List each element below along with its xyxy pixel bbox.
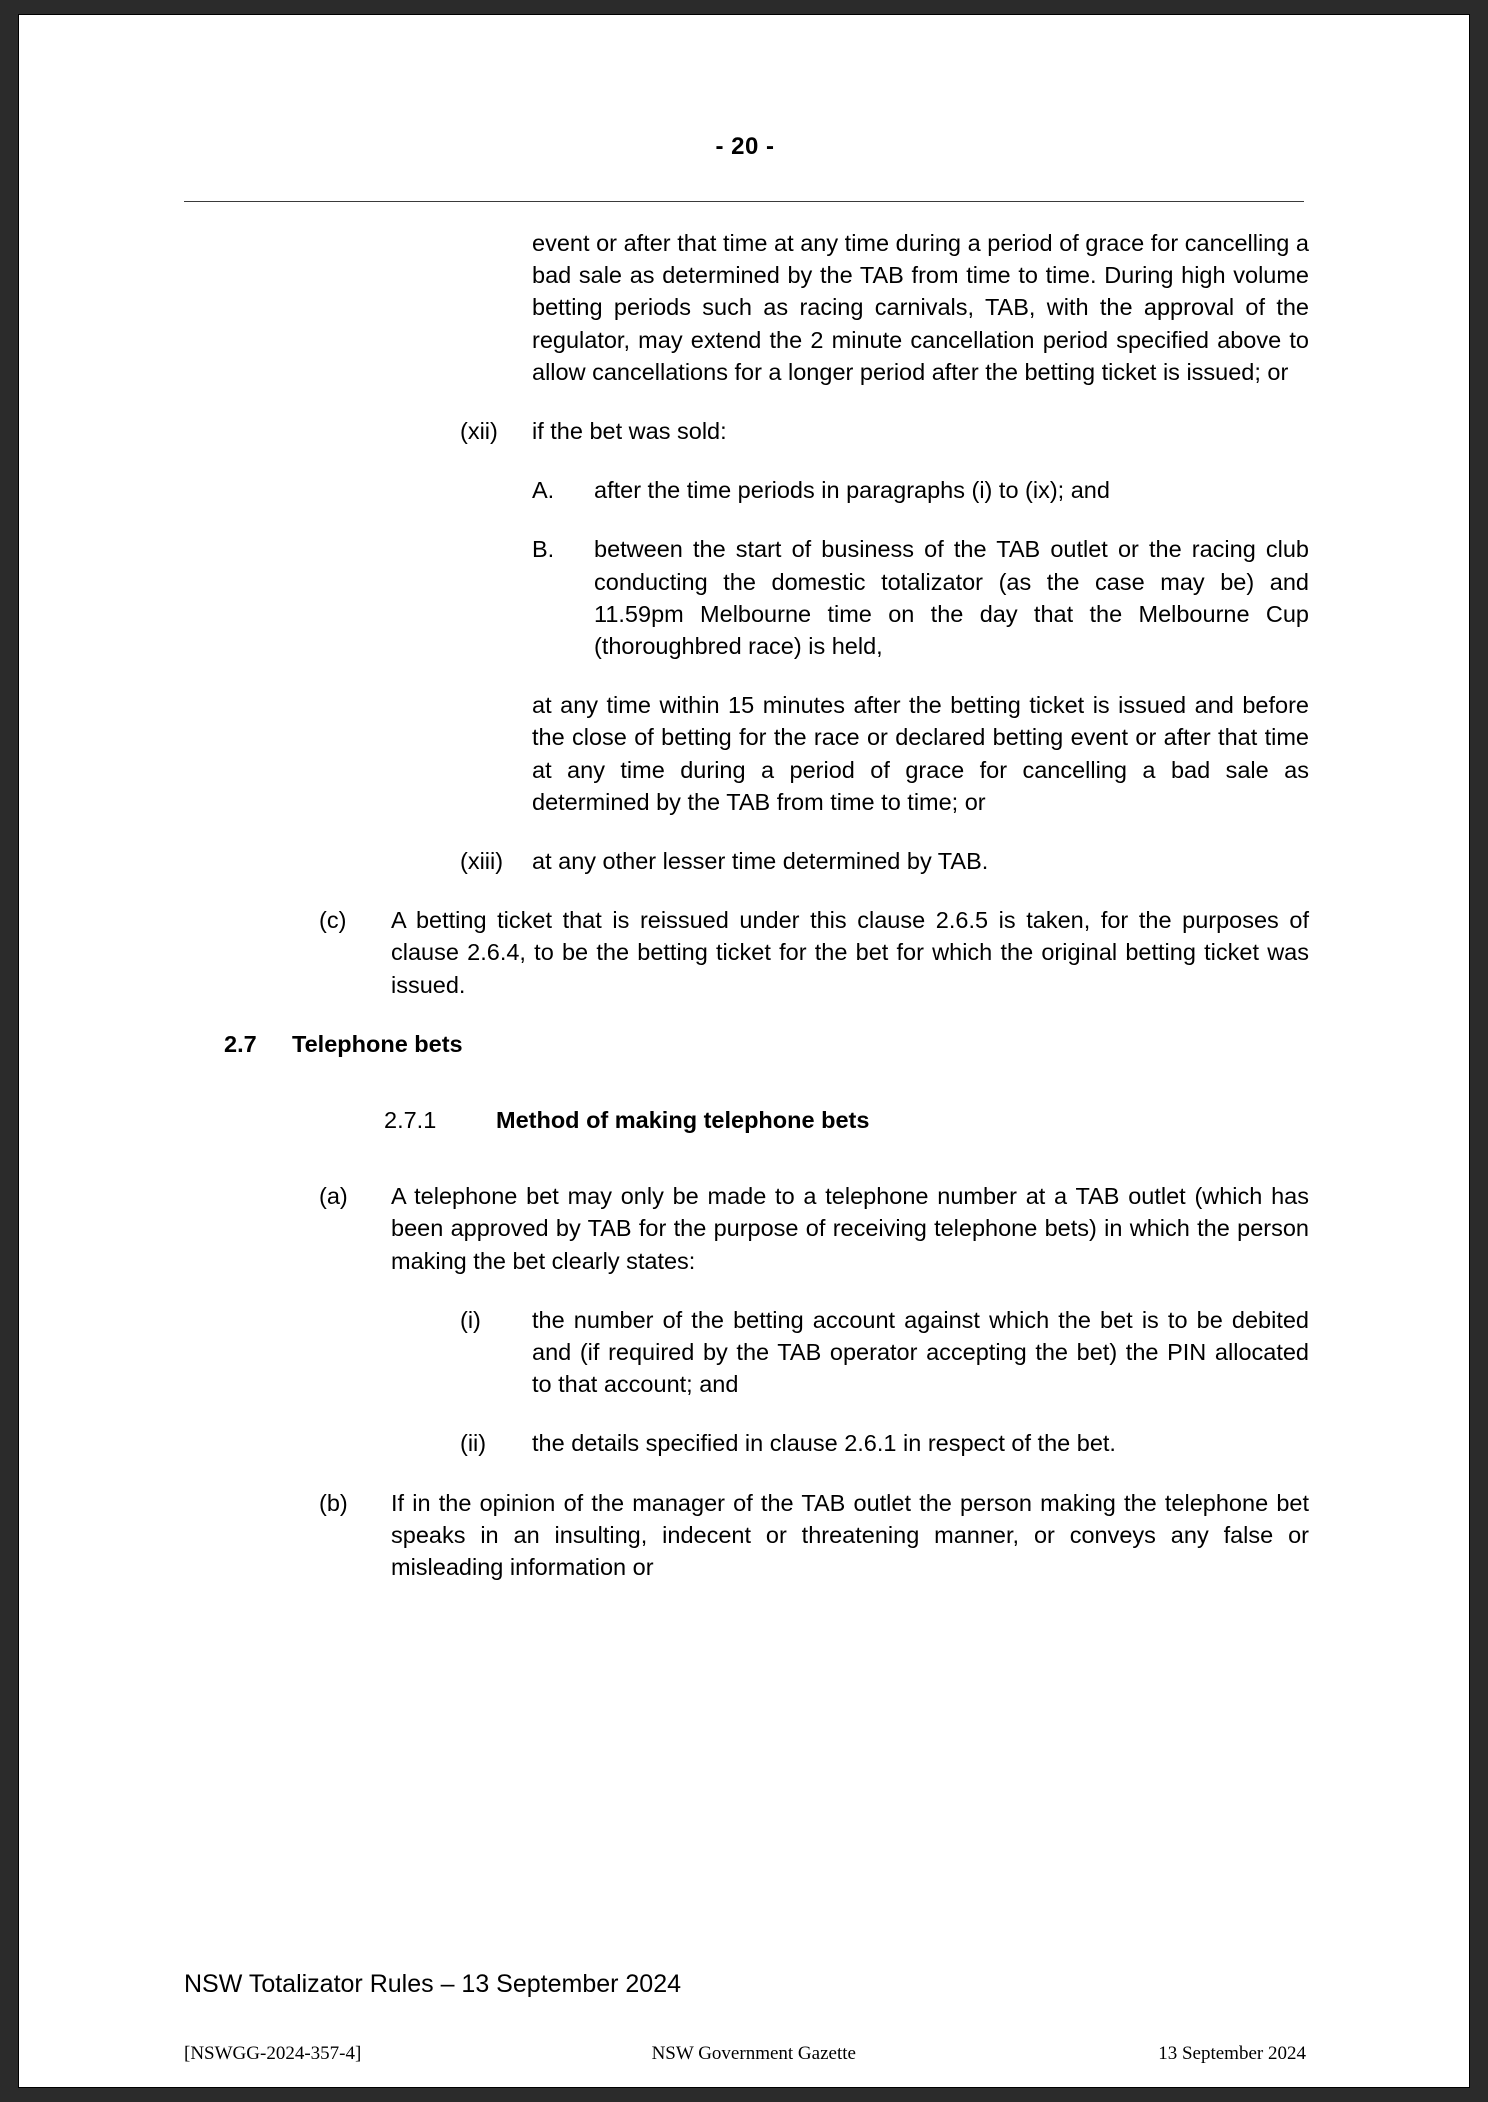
page-number: - 20 - <box>715 133 775 160</box>
clause-text: event or after that time at any time during a period of grace for cancelling a bad sale as determined by the TAB from time to time. During high volume betting periods such as racing carnivals, TAB, with the approval of the regulator, may extend the 2 minute cancellation period specified above to allow cancellations for a longer period after the betting ticket is issued; or <box>532 230 1309 385</box>
subsection-title: Method of making telephone bets <box>496 1107 870 1134</box>
clause-text: A betting ticket that is reissued under this clause 2.6.5 is taken, for the purposes of clause 2.6.4, to be the betting ticket for the bet for which the original betting ticket was issued. <box>391 907 1309 998</box>
clause-text: at any other lesser time determined by TAB. <box>532 848 989 875</box>
clause-item <box>532 474 1309 506</box>
document-page <box>18 14 1470 2088</box>
clause-item <box>532 533 1309 662</box>
section-number: 2.7 <box>224 1030 257 1057</box>
section-title: Telephone bets <box>292 1030 463 1057</box>
subsection-heading <box>384 1104 1309 1136</box>
clause-text: A telephone bet may only be made to a telephone number at a TAB outlet (which has been approved by TAB for the purpose of receiving telephone bets) in which the person making the bet clearly states: <box>391 1183 1309 1274</box>
document-footer-title: NSW Totalizator Rules – 13 September 2024 <box>184 1970 682 1998</box>
clause-item <box>319 904 1309 1001</box>
subsection-number: 2.7.1 <box>384 1107 437 1134</box>
clause-marker: (xii) <box>460 418 498 445</box>
gazette-reference: [NSWGG-2024-357-4] <box>184 2043 362 2064</box>
gazette-footer <box>184 2043 1306 2065</box>
clause-text: at any time within 15 minutes after the betting ticket is issued and before the close of betting for the race or declared betting event or after that time at any time during a period of grace for cancelling a bad sale as determined by the TAB from time to time; or <box>532 692 1309 815</box>
gazette-publication-name: NSW Government Gazette <box>651 2043 856 2064</box>
clause-marker: (c) <box>319 907 347 934</box>
clause-item <box>460 845 1309 877</box>
clause-marker: (i) <box>460 1306 481 1333</box>
clause-continuation <box>532 227 1309 388</box>
clause-marker: (ii) <box>460 1430 487 1457</box>
clause-item <box>460 1304 1309 1401</box>
clause-text: If in the opinion of the manager of the TAB outlet the person making the telephone bet speaks in an insulting, indecent or threatening manner, or conveys any false or misleading information or <box>391 1489 1309 1581</box>
clause-marker: (b) <box>319 1489 348 1516</box>
clause-text: the number of the betting account against which the bet is to be debited and (if required by the TAB operator accepting the bet) the PIN allocated to that account; and <box>532 1306 1309 1398</box>
clause-text: after the time periods in paragraphs (i) to (ix); and <box>594 477 1110 504</box>
clause-item <box>460 415 1309 447</box>
clause-text: between the start of business of the TAB outlet or the racing club conducting the domestic totalizator (as the case may be) and 11.59pm Melbourne time on the day that the Melbourne Cup (thoroughbred race) is held, <box>594 536 1309 660</box>
clause-marker: (a) <box>319 1183 348 1210</box>
clause-marker: B. <box>532 536 555 563</box>
clause-item <box>319 1180 1309 1277</box>
clause-text: the details specified in clause 2.6.1 in respect of the bet. <box>532 1430 1116 1457</box>
section-heading <box>224 1028 1309 1060</box>
clause-marker: A. <box>532 477 555 504</box>
header-divider <box>184 201 1304 202</box>
clause-item <box>319 1487 1309 1584</box>
clause-item <box>460 1427 1309 1459</box>
gazette-date: 13 September 2024 <box>1158 2043 1306 2064</box>
document-body <box>184 227 1309 1610</box>
clause-continuation <box>532 689 1309 818</box>
clause-text: if the bet was sold: <box>532 418 727 445</box>
clause-marker: (xiii) <box>460 848 504 875</box>
